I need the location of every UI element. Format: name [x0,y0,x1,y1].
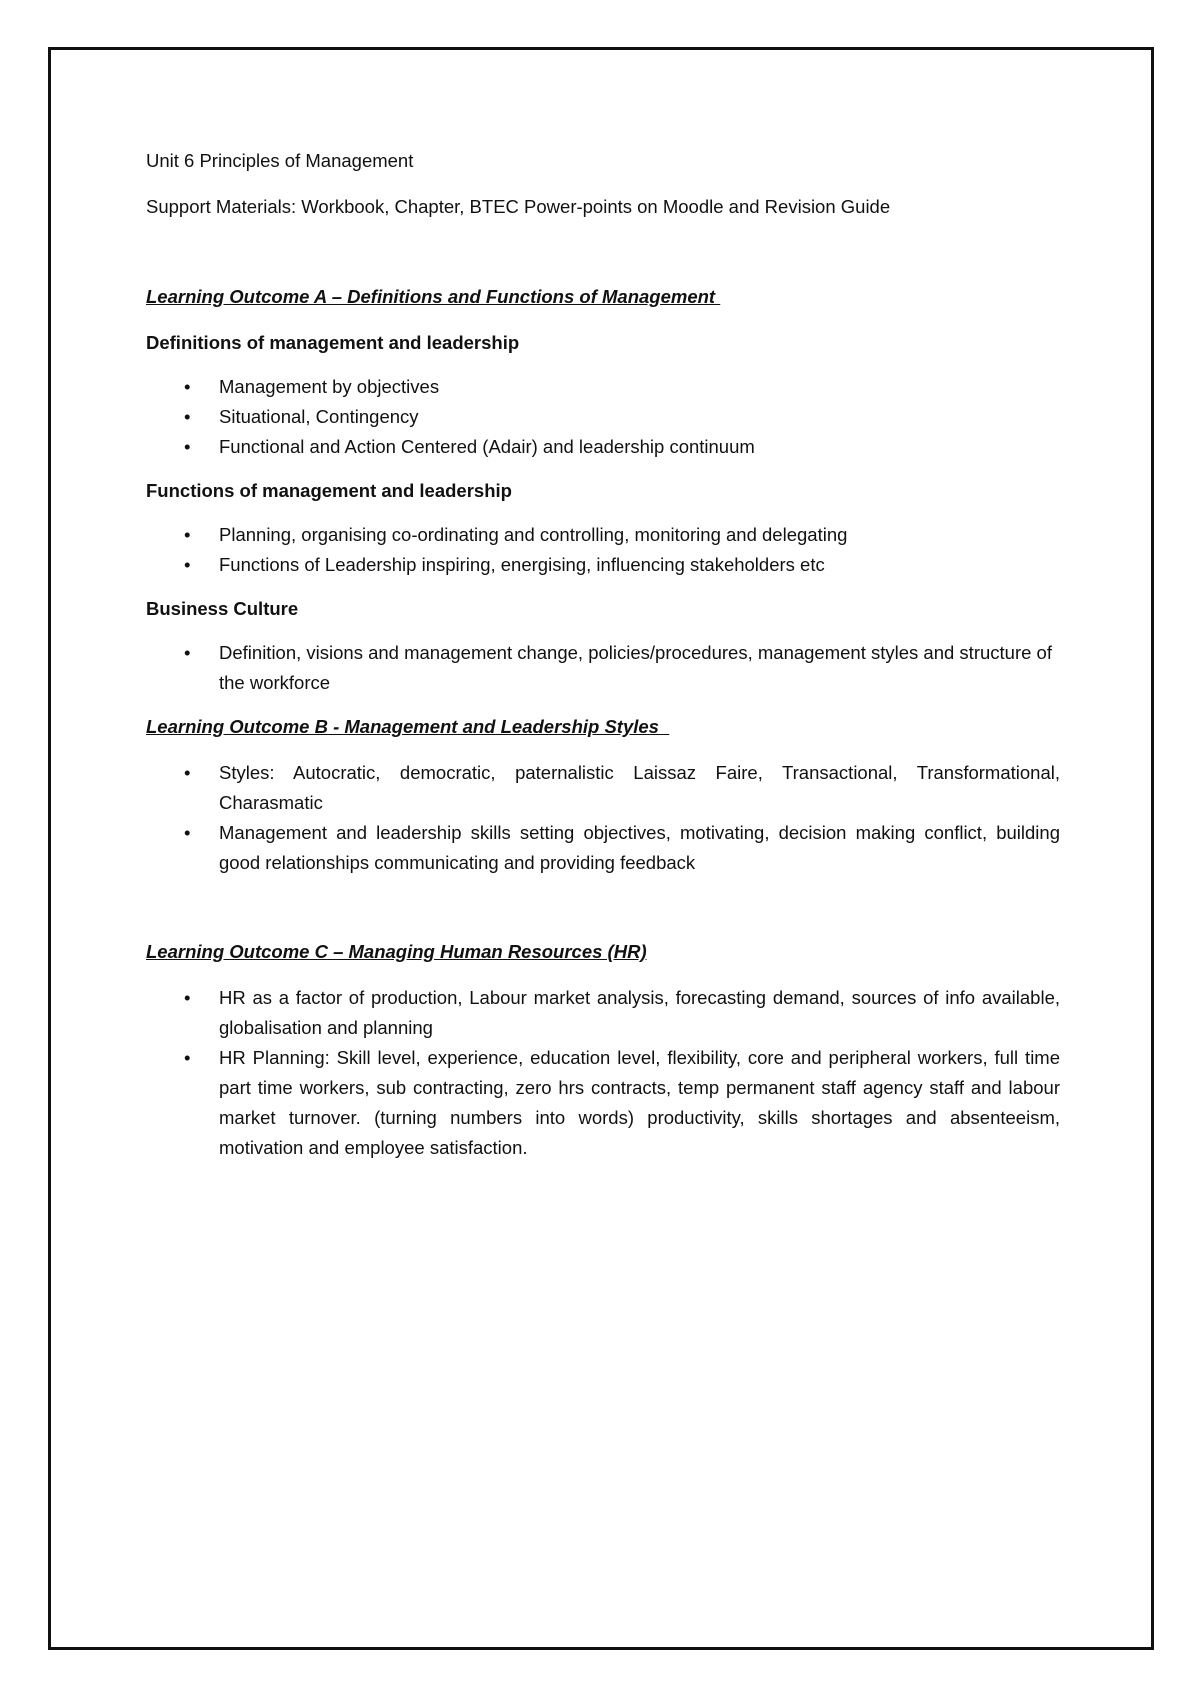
list-item [146,550,1060,580]
bullet-icon: • [184,554,191,575]
bullet-icon: • [184,987,191,1008]
bullet-icon: • [184,762,191,783]
list-item-text: Management by objectives [219,376,440,397]
list-item [146,432,1060,462]
business-culture-list [146,638,1060,698]
bullet-icon: • [184,436,191,457]
spacer [146,892,1060,937]
functions-list [146,520,1060,580]
list-item [146,818,1060,878]
list-item-text: Management and leadership skills setting objectives, motivating, decision making conflict, building good relationships communicating and providing feedback [219,822,1060,873]
document-body [146,146,1060,1177]
list-item-text: Functional and Action Centered (Adair) and leadership continuum [219,436,755,457]
list-item [146,983,1060,1043]
bullet-icon: • [184,524,191,545]
bullet-icon: • [184,1047,191,1068]
list-item [146,758,1060,818]
list-item [146,520,1060,550]
list-item-text: Definition, visions and management change, policies/procedures, management styles and structure of the workforce [219,642,1052,693]
bullet-icon: • [184,822,191,843]
list-item-text: Functions of Leadership inspiring, energising, influencing stakeholders etc [219,554,825,575]
bullet-icon: • [184,642,191,663]
hr-list [146,983,1060,1163]
list-item [146,638,1060,698]
list-item-text: Situational, Contingency [219,406,419,427]
list-item-text: HR Planning: Skill level, experience, education level, flexibility, core and peripheral workers, full time part time workers, sub contracting, zero hrs contracts, temp permanent staff agency staff and labour market turnover. (turning numbers into words) productivity, skills shortages and absenteeism, motivation and employee satisfaction. [219,1047,1060,1158]
outcome-c-heading: Learning Outcome C – Managing Human Resources (HR) [146,941,647,962]
section-heading-business-culture: Business Culture [146,598,299,619]
list-item-text: HR as a factor of production, Labour market analysis, forecasting demand, sources of info available, globalisation and planning [219,987,1060,1038]
list-item [146,402,1060,432]
list-item-text: Styles: Autocratic, democratic, paternalistic Laissaz Faire, Transactional, Transformational, Charasmatic [219,762,1060,813]
list-item [146,1043,1060,1163]
definitions-list [146,372,1060,462]
bullet-icon: • [184,376,191,397]
styles-list [146,758,1060,878]
outcome-a-heading: Learning Outcome A – Definitions and Functions of Management [146,286,721,307]
document-title: Unit 6 Principles of Management [146,150,414,171]
support-materials: Support Materials: Workbook, Chapter, BTEC Power-points on Moodle and Revision Guide [146,196,891,217]
section-heading-definitions: Definitions of management and leadership [146,332,520,353]
bullet-icon: • [184,406,191,427]
list-item [146,372,1060,402]
list-item-text: Planning, organising co-ordinating and controlling, monitoring and delegating [219,524,848,545]
outcome-b-heading: Learning Outcome B - Management and Leadership Styles [146,716,670,737]
section-heading-functions: Functions of management and leadership [146,480,512,501]
